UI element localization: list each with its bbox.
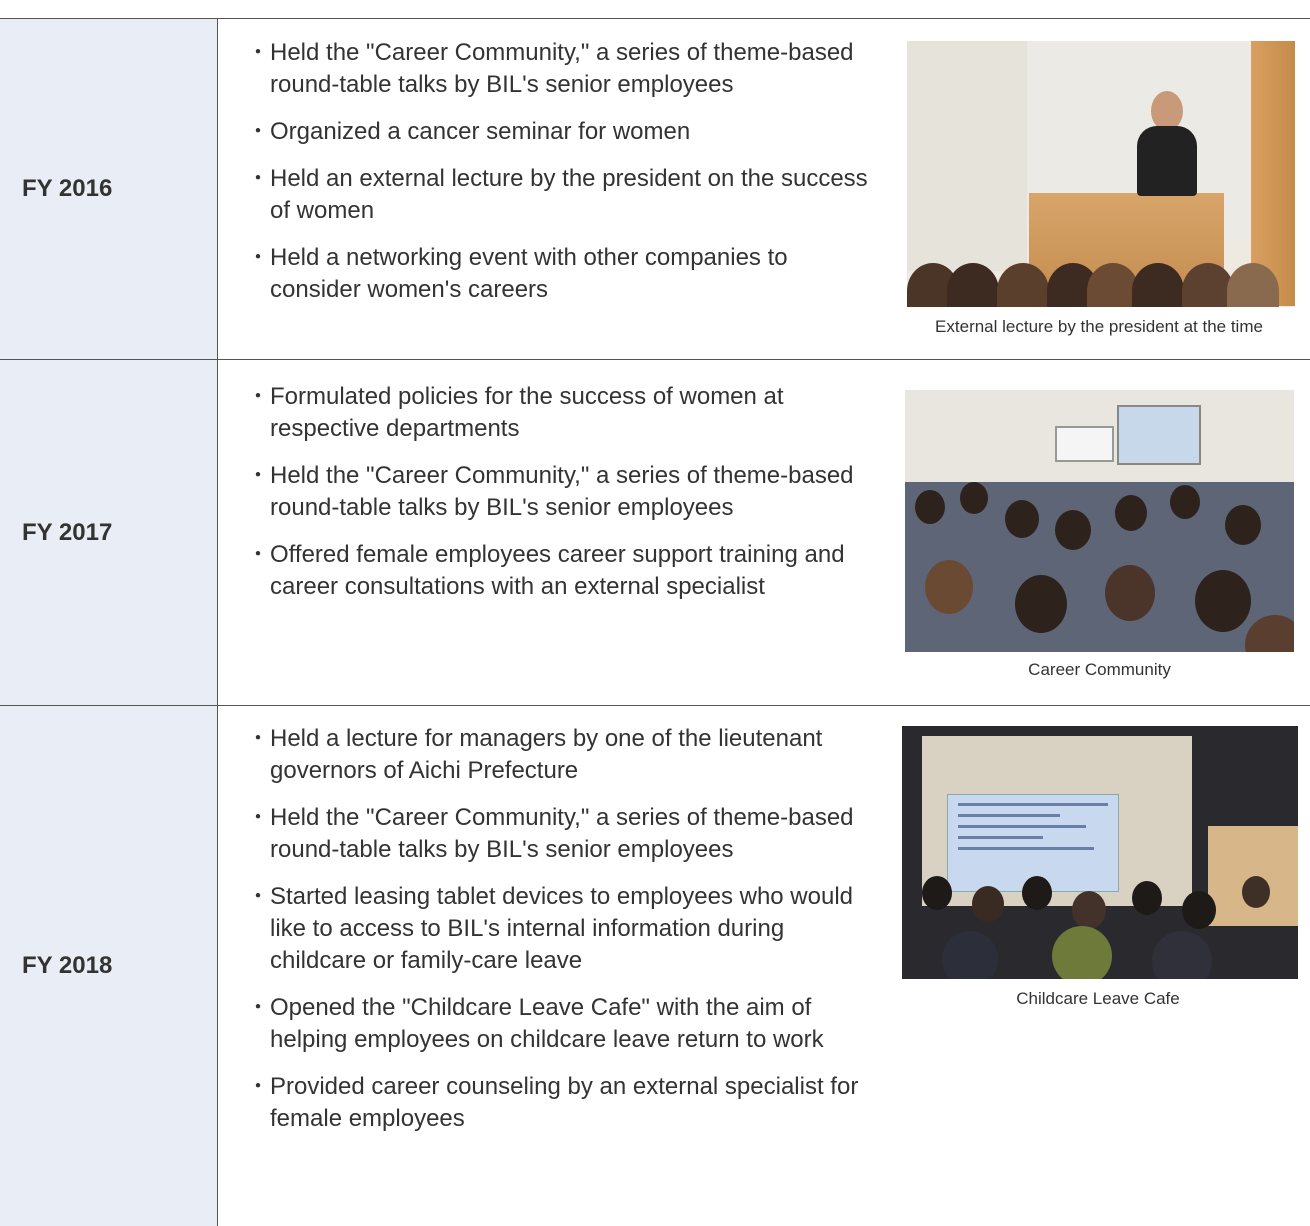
table-row [0,19,1310,360]
list-item: ・ Started leasing tablet devices to employees who would like to access to BIL's internal information during childcare or family-care leave [246,883,854,974]
year-cell [0,360,218,705]
career-community-photo [905,390,1294,652]
activity-list [246,381,870,618]
list-item: ・ Held an external lecture by the president on the success of women [246,165,868,224]
list-item: ・ Held the "Career Community," a series of theme-based round-table talks by BIL's senior employees [246,39,854,98]
list-item: ・ Formulated policies for the success of women at respective departments [246,383,784,442]
table-row [0,706,1310,1226]
list-item: ・ Held a lecture for managers by one of the lieutenant governors of Aichi Prefecture [246,725,823,784]
lecture-photo [907,41,1295,307]
list-item: ・ Held the "Career Community," a series of theme-based round-table talks by BIL's senior employees [246,804,854,863]
year-label: FY 2017 [22,518,113,546]
list-item: ・ Held the "Career Community," a series of theme-based round-table talks by BIL's senior employees [246,462,854,521]
photo-caption: Career Community [1028,660,1171,679]
year-label: FY 2018 [22,952,113,979]
childcare-cafe-photo [902,726,1298,979]
year-cell [0,19,218,359]
photo-caption: External lecture by the president at the time [935,317,1263,336]
list-item: ・ Opened the "Childcare Leave Cafe" with the aim of helping employees on childcare leave return to work [246,994,824,1053]
list-item: ・ Offered female employees career support training and career consultations with an external specialist [246,541,845,600]
activity-list [246,723,870,1150]
year-label: FY 2016 [22,175,113,202]
list-item: ・ Provided career counseling by an external specialist for female employees [246,1073,859,1132]
activity-list [246,37,870,321]
photo-caption: Childcare Leave Cafe [1016,989,1180,1008]
table-row [0,360,1310,706]
content-cell [218,19,1310,359]
list-item: ・ Organized a cancer seminar for women [246,118,691,145]
content-cell [218,360,1310,705]
content-cell [218,706,1310,1226]
list-item: ・ Held a networking event with other companies to consider women's careers [246,244,788,303]
year-cell [0,706,218,1226]
activities-table [0,18,1310,1226]
